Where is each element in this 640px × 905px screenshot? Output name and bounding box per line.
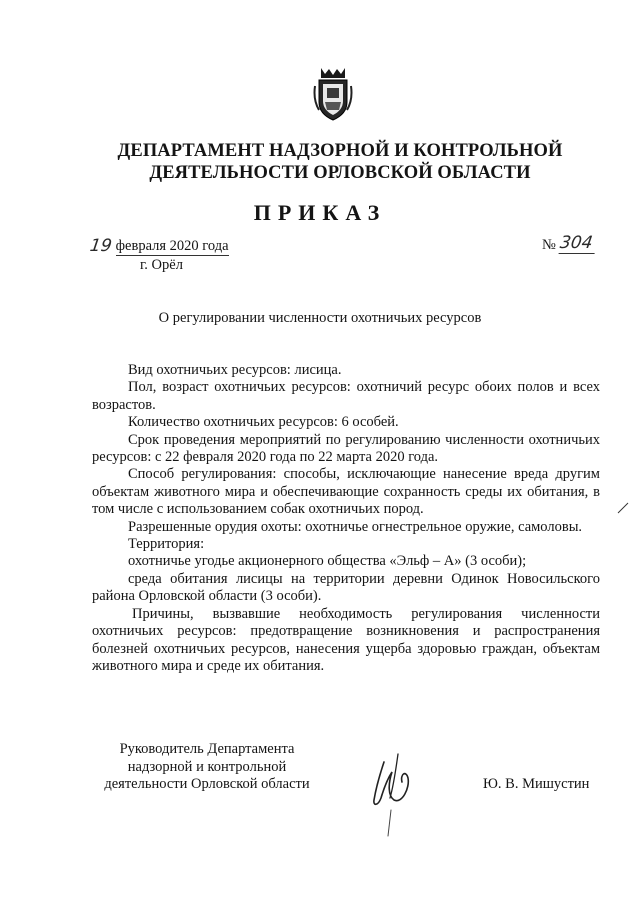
order-title: ПРИКАЗ bbox=[253, 200, 387, 225]
position-line-1: Руководитель Департамента bbox=[119, 741, 295, 757]
body-paragraph: Вид охотничьих ресурсов: лисица. bbox=[128, 362, 342, 378]
body-paragraph: Причины, вызвавшие необходимость регулирования численности охотничьих ресурсов: предотвращение возникновения и распространения болезней охотничьих ресурсов, нанесения ущерба здоровью граждан, объектам животного мира и среде их обитания. bbox=[92, 605, 600, 674]
body-paragraph: Количество охотничьих ресурсов: 6 особей. bbox=[128, 414, 399, 431]
order-date bbox=[90, 236, 229, 256]
department-name-line-1: ДЕПАРТАМЕНТ НАДЗОРНОЙ И КОНТРОЛЬНОЙ bbox=[117, 141, 563, 161]
signatory-name: Ю. В. Мишустин bbox=[483, 776, 590, 792]
number-value-handwritten: 304 bbox=[558, 233, 597, 254]
order-subject: О регулировании численности охотничьих ресурсов bbox=[158, 310, 482, 326]
body-paragraph: Пол, возраст охотничьих ресурсов: охотничий ресурс обоих полов и всех возрастов. bbox=[92, 379, 600, 413]
order-number bbox=[542, 233, 596, 254]
handwritten-signature bbox=[358, 748, 428, 840]
signatory-position bbox=[92, 741, 322, 794]
department-name-line-2: ДЕЯТЕЛЬНОСТИ ОРЛОВСКОЙ ОБЛАСТИ bbox=[149, 163, 531, 183]
position-line-3: деятельности Орловской области bbox=[104, 776, 310, 793]
body-paragraph: Срок проведения мероприятий по регулированию численности охотничьих ресурсов: с 22 февраля 2020 года по 22 марта 2020 года. bbox=[92, 431, 600, 466]
body-paragraph: Способ регулирования: способы, исключающие нанесение вреда другим объектам животного мира и обеспечивающие сохранность среды их обитания, в том числе с использованием собак охотничьих пород. bbox=[92, 466, 600, 518]
body-paragraph: Разрешенные орудия охоты: охотничье огнестрельное оружие, самоловы. bbox=[128, 518, 583, 535]
number-sign: № bbox=[542, 237, 556, 253]
body-paragraph: Территория: bbox=[128, 536, 205, 553]
order-city: г. Орёл bbox=[140, 257, 183, 273]
position-line-2: надзорной и контрольной bbox=[127, 758, 287, 775]
coat-of-arms-emblem bbox=[313, 66, 353, 122]
body-paragraph: среда обитания лисицы на территории деревни Одинок Новосильского района Орловской области (3 особи). bbox=[92, 570, 600, 605]
margin-tick-mark bbox=[616, 501, 630, 515]
date-month-year: февраля 2020 года bbox=[115, 238, 229, 254]
date-day-handwritten: 19 bbox=[88, 236, 114, 256]
body-paragraph: охотничье угодье акционерного общества «Эльф – А» (3 особи); bbox=[128, 553, 527, 570]
order-body bbox=[92, 362, 600, 675]
department-name bbox=[60, 140, 620, 184]
